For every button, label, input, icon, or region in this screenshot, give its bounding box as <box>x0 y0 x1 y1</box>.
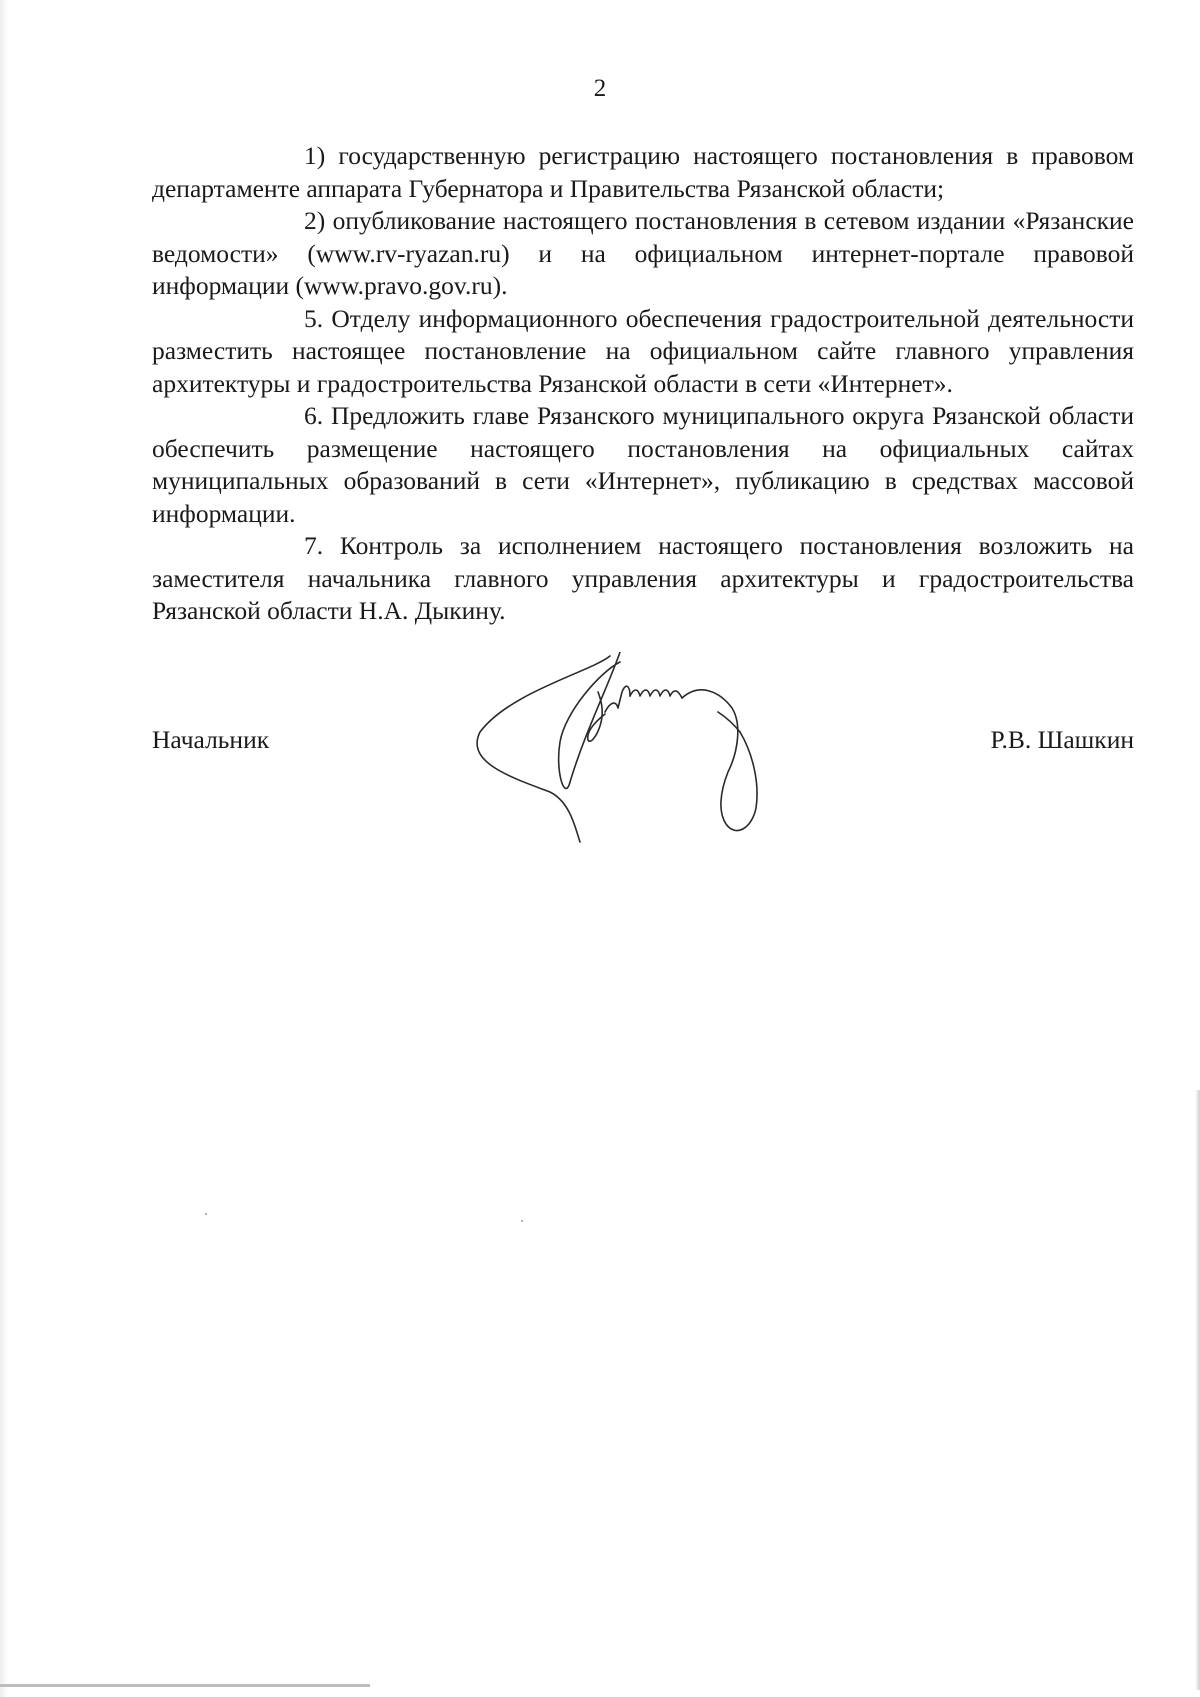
paragraph-text: Предложить главе Рязанского муниципального округа Рязанской области обеспечить размещение настоящего постановления на официальных сайтах муниципальных образований в сети «Интернет», публикацию в средствах массовой информации. <box>152 401 1134 528</box>
signer-name: Р.В. Шашкин <box>990 725 1134 754</box>
paragraph-number: 6. <box>304 401 324 430</box>
document-body <box>152 140 1134 628</box>
paragraph-item-5 <box>152 303 1134 401</box>
paragraph-item-6 <box>152 400 1134 530</box>
paragraph-number: 1) <box>304 141 326 170</box>
paragraph-text: государственную регистрацию настоящего постановления в правовом департаменте аппарата Губернатора и Правительства Рязанской области; <box>152 141 1134 203</box>
paragraph-number: 5. <box>304 303 324 333</box>
paragraph-text: Отделу информационного обеспечения градостроительной деятельности разместить настоящее постановление на официальном сайте главного управления архитектуры и градостроительства Рязанской области в сети «Интернет». <box>152 303 1134 398</box>
scan-speck <box>205 1213 207 1215</box>
handwritten-signature <box>470 652 830 852</box>
scan-left-edge <box>0 0 8 1697</box>
paragraph-item-1 <box>152 140 1134 205</box>
signer-role: Начальник <box>152 725 270 754</box>
scan-speck <box>521 1220 523 1222</box>
paragraph-number: 7. <box>304 531 324 560</box>
paragraph-text: опубликование настоящего постановления в сетевом издании «Рязанские ведомости» (www.rv-ryazan.ru) и на официальном интернет-портале правовой информации (www.pravo.gov.ru). <box>152 206 1134 300</box>
paragraph-item-2 <box>152 205 1134 303</box>
scan-bottom-line <box>0 1684 370 1687</box>
paragraph-item-7 <box>152 530 1134 628</box>
scan-right-edge <box>1195 1090 1200 1690</box>
paragraph-text: Контроль за исполнением настоящего постановления возложить на заместителя начальника главного управления архитектуры и градостроительства Рязанской области Н.А. Дыкину. <box>152 531 1134 625</box>
page-number: 2 <box>593 75 607 102</box>
paragraph-number: 2) <box>304 206 326 235</box>
